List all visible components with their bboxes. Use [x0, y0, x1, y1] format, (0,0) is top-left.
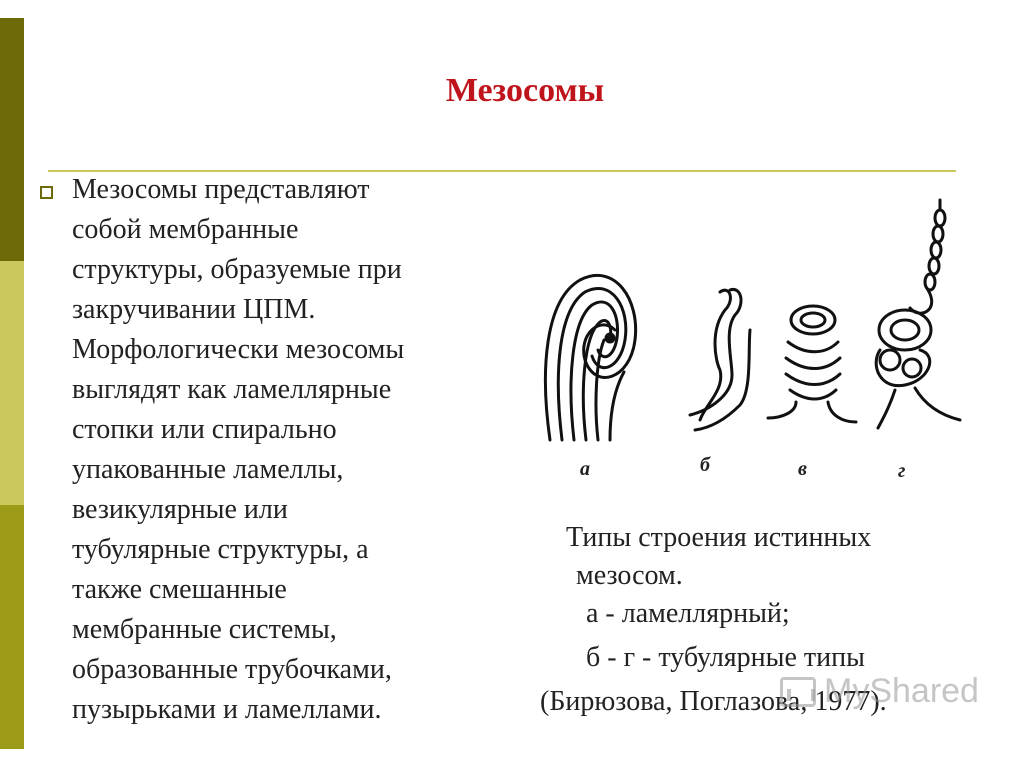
side-strip-middle: [0, 261, 24, 505]
caption-line: а - ламеллярный;: [586, 598, 790, 629]
chart-board-icon: [780, 677, 816, 707]
caption-line: Типы строения истинных: [566, 522, 872, 553]
watermark-text: MyShared: [824, 672, 979, 710]
side-strip-top: [0, 18, 24, 261]
bullet-line: тубулярные структуры, а: [72, 534, 369, 565]
lamellar-mesosome-drawing: [545, 275, 635, 440]
bullet-line: собой мембранные: [72, 214, 299, 245]
bullet-line: также смешанные: [72, 574, 287, 605]
mesosome-figure: [520, 190, 980, 500]
figure-label-c: в: [798, 458, 807, 480]
bullet-line: Мезосомы представляют: [72, 174, 370, 205]
bullet-text: [72, 170, 512, 730]
caption-line: мезосом.: [576, 560, 683, 591]
figure-label-d: г: [898, 460, 906, 482]
side-strip-bottom: [0, 505, 24, 749]
tubular-mesosome-drawing-b: [690, 289, 750, 430]
bullet-line: Морфологически мезосомы: [72, 334, 405, 365]
caption-line: (Бирюзова, Поглазова, 1977).: [540, 686, 887, 717]
figure-label-b: б: [700, 454, 710, 476]
tubular-mesosome-drawing-c: [768, 306, 856, 422]
bullet-square-icon: [40, 186, 53, 199]
tubular-mesosome-drawing-d: [876, 200, 960, 428]
bullet-line: пузырьками и ламеллами.: [72, 694, 382, 725]
bullet-line: образованные трубочками,: [72, 654, 392, 685]
bullet-line: мембранные системы,: [72, 614, 337, 645]
bullet-line: структуры, образуемые при: [72, 254, 402, 285]
bullet-line: стопки или спирально: [72, 414, 337, 445]
bullet-line: везикулярные или: [72, 494, 288, 525]
figure-label-a: а: [580, 458, 590, 480]
slide-title: Мезосомы: [445, 72, 605, 109]
bullet-line: упакованные ламеллы,: [72, 454, 344, 485]
caption-line: б - г - тубулярные типы: [586, 642, 865, 673]
watermark: [780, 672, 979, 711]
bullet-line: выглядят как ламеллярные: [72, 374, 392, 405]
bullet-line: закручивании ЦПМ.: [72, 294, 316, 325]
